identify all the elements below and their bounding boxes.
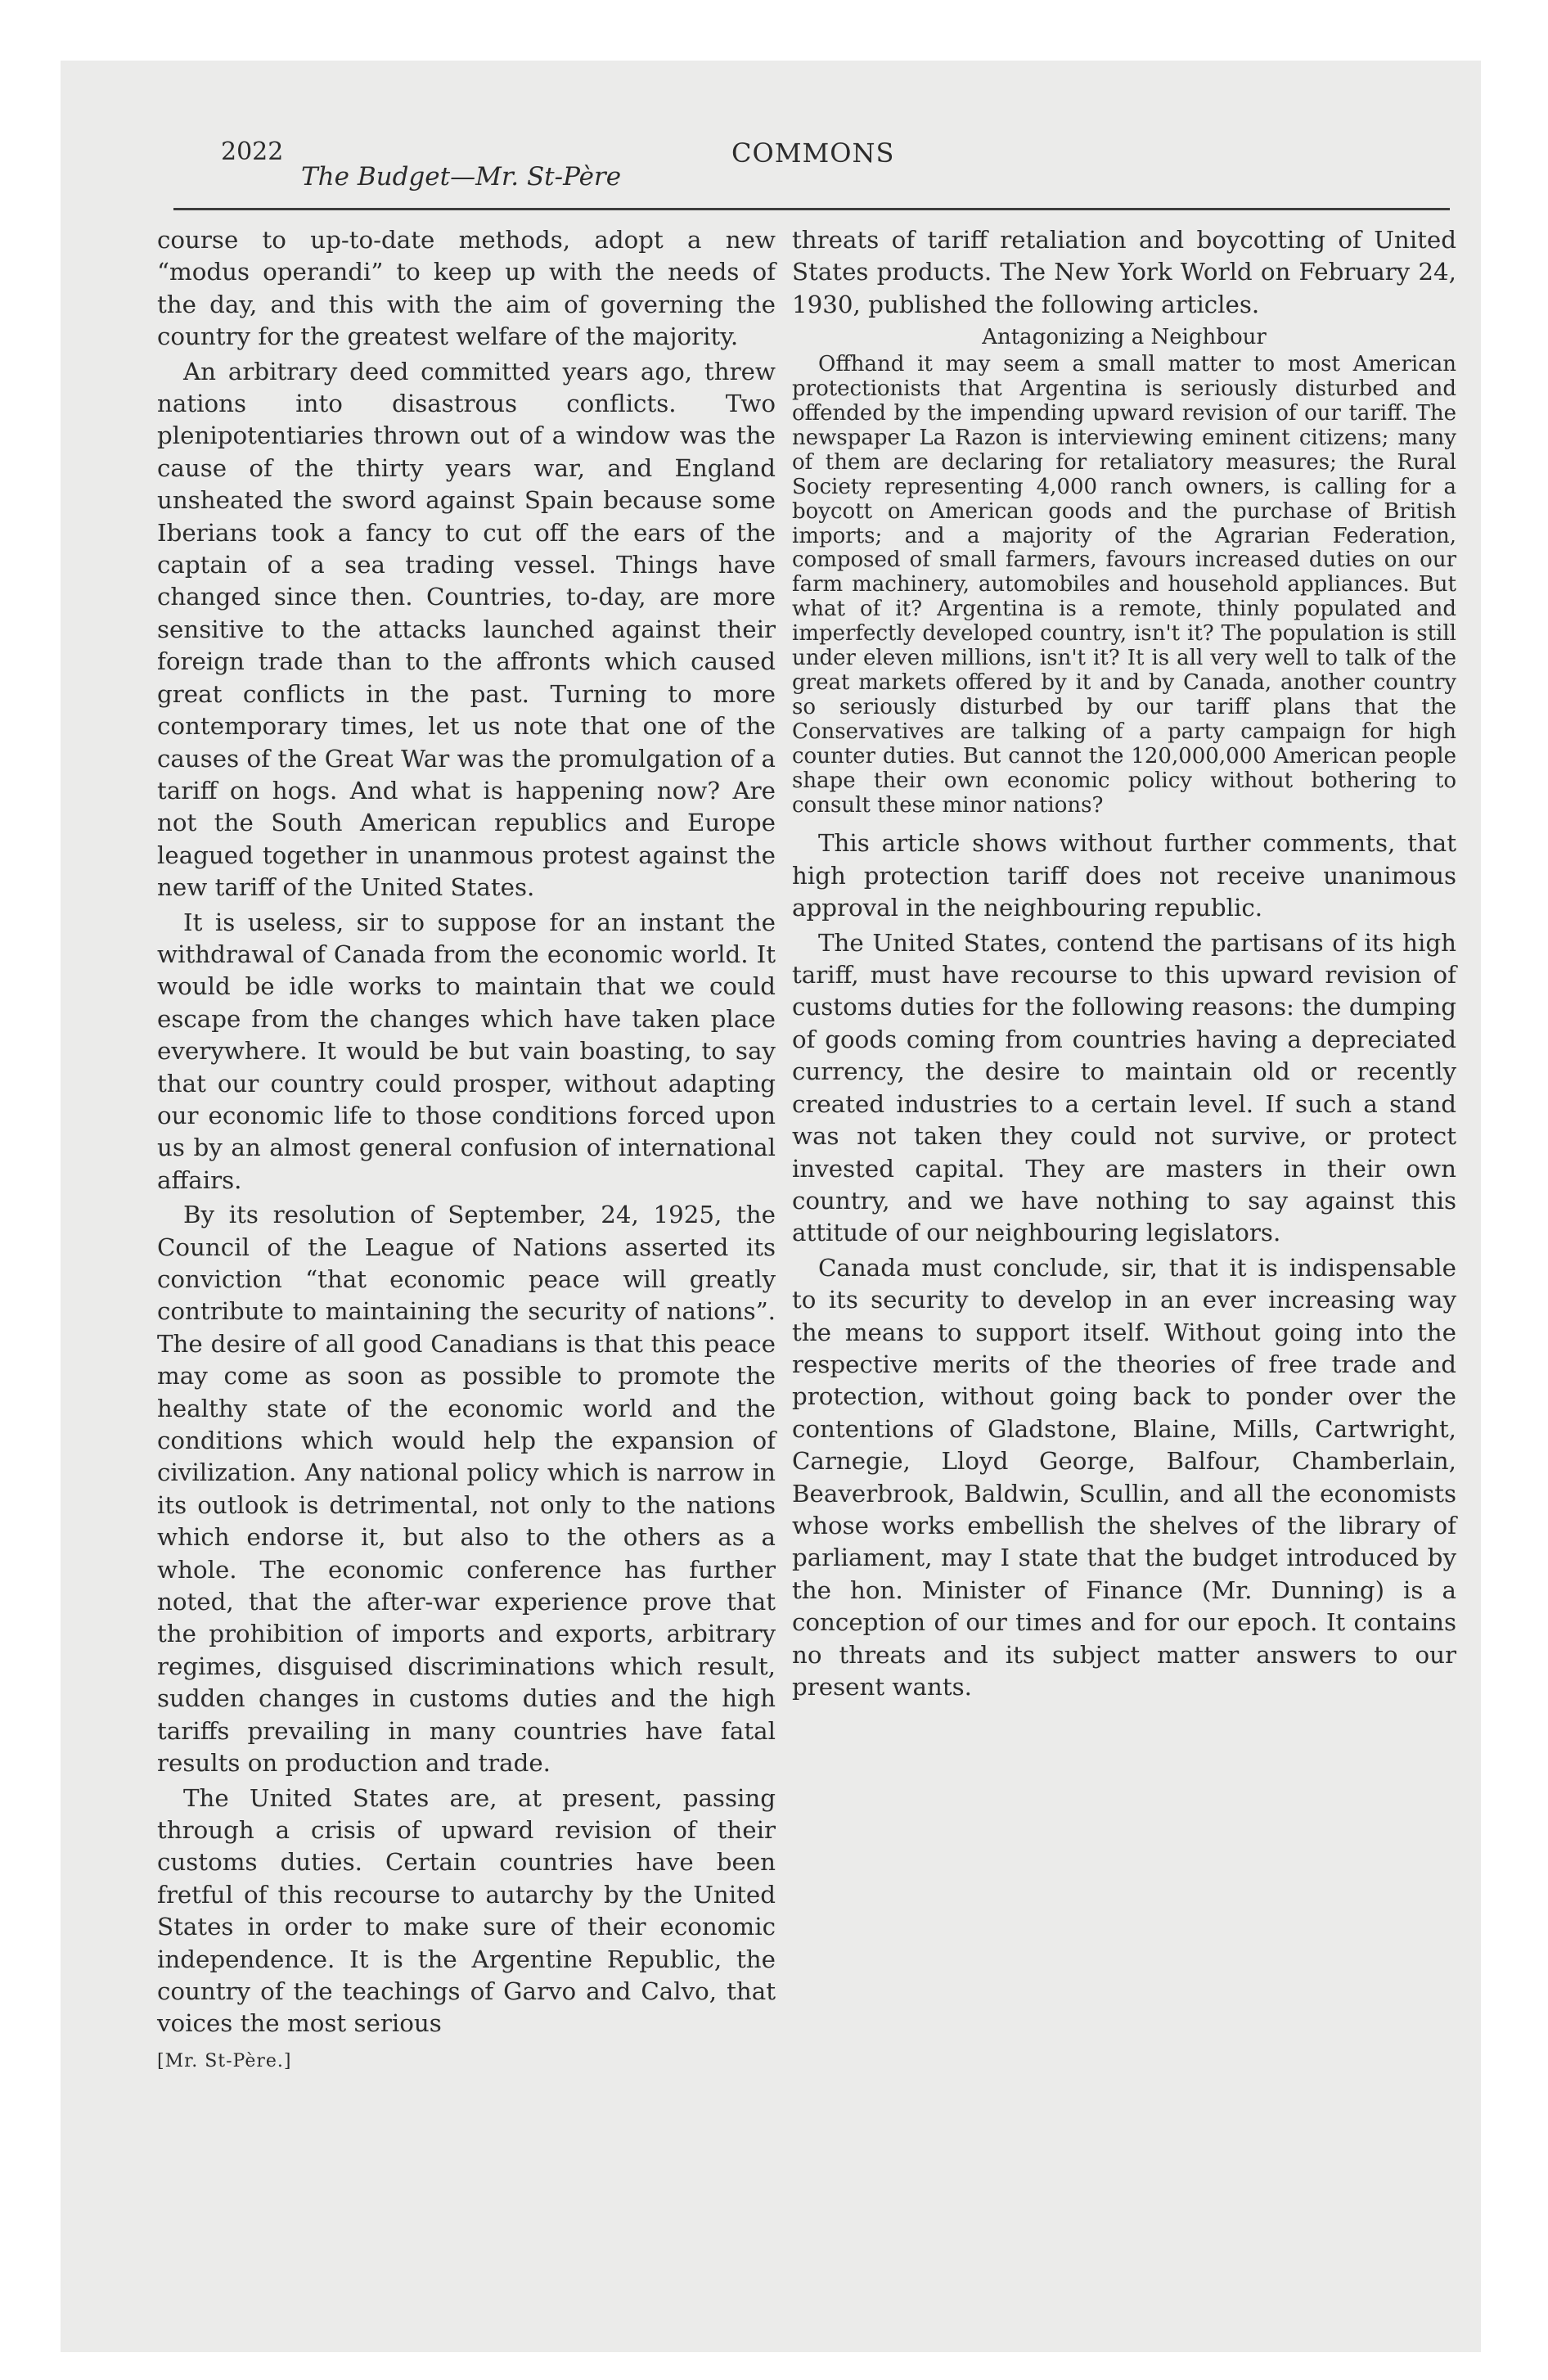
scanned-page: [61, 61, 1481, 2352]
paragraph: By its resolution of September, 24, 1925, the Council of the League of Nations asserted its conviction “that economic peace will greatly contribute to maintaining the security of nations”. The desire of all good Canadians is that this peace may come as soon as possible to promote the healthy state of the economic world and the conditions which would help the expansion of civilization. Any national policy which is narrow in its outlook is detrimental, not only to the nations which endorse it, but also to the others as a whole. The economic conference has further noted, that the after-war experience prove that the prohibition of imports and exports, arbitrary regimes, disguised discriminations which result, sudden changes in customs duties and the high tariffs prevailing in many countries have fatal results on production and trade.: [157, 1201, 776, 1778]
left-column: [157, 224, 776, 2077]
quoted-article-text: Offhand it may seem a small matter to most American protectionists that Argentina is seriously disturbed and offended by the impending upward revision of our tariff. The newspaper La Razon is interviewing eminent citizens; many of them are declaring for retaliatory measures; the Rural Society representing 4,000 ranch owners, is calling for a boycott on American goods and the purchase of British imports; and a majority of the Agrarian Federation, composed of small farmers, favours increased duties on our farm machinery, automobiles and household appliances. But what of it? Argentina is a remote, thinly populated and imperfectly developed country, isn't it? The population is still under eleven millions, isn't it? It is all very well to talk of the great markets offered by it and by Canada, another country so seriously disturbed by our tariff plans that the Conservatives are talking of a party campaign for high counter duties. But cannot the 120,000,000 American people shape their own economic policy without bothering to consult these minor nations?: [792, 352, 1456, 818]
paragraph: An arbitrary deed committed years ago, threw nations into disastrous conflicts. Two plenipotentiaries thrown out of a window was the cause of the thirty years war, and England unsheated the sword against Spain because some Iberians took a fancy to cut off the ears of the captain of a sea trading vessel. Things have changed since then. Countries, to-day, are more sensitive to the attacks launched against their foreign trade than to the affronts which caused great conflicts in the past. Turning to more contemporary times, let us note that one of the causes of the Great War was the promulgation of a tariff on hogs. And what is happening now? Are not the South American republics and Europe leagued together in unanmous protest against the new tariff of the United States.: [157, 357, 776, 902]
running-title: The Budget—Mr. St-Père: [301, 162, 622, 192]
paragraph: The United States, contend the partisans of its high tariff, must have recourse to this upward revision of customs duties for the following reasons: the dumping of goods coming from countries having a depreciated currency, the desire to maintain old or recently created industries to a certain level. If such a stand was not taken they could not survive, or protect invested capital. They are masters in their own country, and we have nothing to say against this attitude of our neighbouring legislators.: [792, 928, 1456, 1247]
paragraph: The United States are, at present, passing through a crisis of upward revision of their customs duties. Certain countries have been fretful of this recourse to autarchy by the United States in order to make sure of their economic independence. It is the Argentine Republic, the country of the teachings of Garvo and Calvo, that voices the most serious: [157, 1783, 776, 2038]
page-header: [61, 61, 1481, 224]
article-heading: Antagonizing a Neighbour: [982, 325, 1267, 350]
chamber-label: COMMONS: [731, 137, 895, 169]
paragraph: This article shows without further comments, that high protection tariff does not receive unanimous approval in the neighbouring republic.: [792, 829, 1456, 922]
paragraph: It is useless, sir to suppose for an instant the withdrawal of Canada from the economic world. It would be idle works to maintain that we could escape from the changes which have taken place everywhere. It would be but vain boasting, to say that our country could prosper, without adapting our economic life to those conditions forced upon us by an almost general confusion of international affairs.: [157, 908, 776, 1194]
header-rule: [173, 208, 1450, 210]
page-number: 2022: [221, 137, 284, 166]
speaker-tag: [Mr. St-Père.]: [157, 2050, 292, 2071]
paragraph: threats of tariff retaliation and boycotting of United States products. The New York World on February 24, 1930, published the following articles.: [792, 226, 1456, 318]
right-column: [792, 224, 1456, 1706]
paragraph: course to up-to-date methods, adopt a new “modus operandi” to keep up with the needs of the day, and this with the aim of governing the country for the greatest welfare of the majority.: [157, 226, 776, 351]
paragraph: Canada must conclude, sir, that it is indispensable to its security to develop in an ever increasing way the means to support itself. Without going into the respective merits of the theories of free trade and protection, without going back to ponder over the contentions of Gladstone, Blaine, Mills, Cartwright, Carnegie, Lloyd George, Balfour, Chamberlain, Beaverbrook, Baldwin, Scullin, and all the economists whose works embellish the shelves of the library of parliament, may I state that the budget introduced by the hon. Minister of Finance (Mr. Dunning) is a conception of our times and for our epoch. It contains no threats and its subject matter answers to our present wants.: [792, 1253, 1456, 1701]
quoted-article: [792, 353, 1456, 818]
